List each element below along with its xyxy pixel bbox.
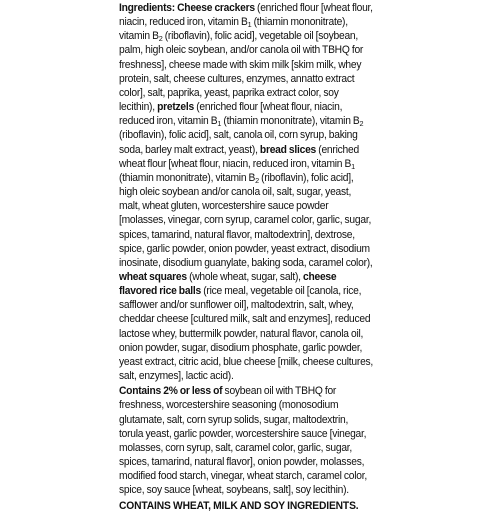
- ingredients-heading: Ingredients: Cheese crackers: [119, 2, 255, 14]
- bread-slices-label: bread slices: [259, 143, 317, 156]
- contains-paragraph: [119, 384, 373, 497]
- ingredient-text: (enriched wheat flour [wheat flour, niacin, reduced iron, vitamin B: [119, 143, 359, 170]
- ingredient-text: (thiamin mononitrate), vitamin B: [119, 171, 256, 184]
- vitamin-subscript: 2: [158, 34, 163, 44]
- cheese-rice-balls-label: cheese flavored rice balls: [119, 270, 337, 298]
- ingredient-text: (thiamin mononitrate), vitamin B: [119, 16, 348, 43]
- vitamin-subscript: 2: [359, 119, 364, 129]
- ingredient-text: (whole wheat, sugar, salt),: [186, 270, 303, 283]
- allergen-statement: CONTAINS WHEAT, MILK AND SOY INGREDIENTS.: [119, 500, 359, 513]
- wheat-squares-label: wheat squares: [119, 270, 187, 283]
- contains-text: soybean oil with TBHQ for freshness, worcestershire seasoning (monosodium glutamate, salt, corn syrup solids, sugar, maltodextrin, torula yeast, garlic powder, worcestershire sauce [vinegar, molasses, corn syrup, salt, caramel color, garlic, sugar, spices, tamarind, natural flavor], onion powder, molasses, modified food starch, vinegar, wheat starch, caramel color, spice, soy sauce [wheat, soybeans, salt], soy lecithin).: [119, 385, 368, 497]
- vitamin-subscript: 1: [217, 119, 222, 129]
- ingredient-text: (rice meal, vegetable oil [canola, rice, safflower and/or sunflower oil], maltodextrin, salt, whey, cheddar cheese [cultured milk, salt and enzymes], reduced lactose whey, buttermilk powder, natural flavor, canola oil, onion powder, sugar, disodium phosphate, garlic powder, yeast extract, citric acid, blue cheese [milk, cheese cultures, salt, enzymes], lactic acid).: [119, 285, 374, 383]
- ingredient-text: (enriched flour [wheat flour, niacin, reduced iron, vitamin B: [119, 101, 343, 128]
- contains-heading: Contains 2% or less of: [119, 385, 223, 398]
- vitamin-subscript: 1: [247, 20, 252, 30]
- vitamin-subscript: 2: [255, 175, 259, 185]
- ingredients-label: [119, 1, 374, 513]
- ingredient-text: (thiamin mononitrate), vitamin B: [221, 115, 360, 128]
- pretzels-label: pretzels: [157, 101, 194, 114]
- vitamin-subscript: 1: [351, 161, 355, 171]
- ingredients-paragraph: [119, 1, 373, 383]
- ingredient-text: (riboflavin), folic acid], high oleic soybean and/or canola oil, salt, sugar, yeast, malt, wheat gluten, worcestershire sauce powder [molasses, vinegar, corn syrup, caramel color, garlic, sugar, spices, tamarind, natural flavor, maltodextrin], dextrose, spice, garlic powder, onion powder, yeast extract, disodium inosinate, disodium guanylate, baking soda, caramel color),: [119, 171, 373, 269]
- ingredient-text: (enriched flour [wheat flour, niacin, reduced iron, vitamin B: [119, 2, 373, 29]
- ingredient-text: (riboflavin), folic acid], vegetable oil [soybean, palm, high oleic soybean, and/or canola oil with TBHQ for freshness], cheese made with skim milk [skim milk, whey protein, salt, cheese cultures, enzymes, annatto extract color], salt, paprika, yeast, paprika extract color, soy lecithin),: [119, 30, 364, 114]
- ingredient-text: (riboflavin), folic acid], salt, canola oil, corn syrup, baking soda, barley malt extract, yeast),: [119, 129, 358, 156]
